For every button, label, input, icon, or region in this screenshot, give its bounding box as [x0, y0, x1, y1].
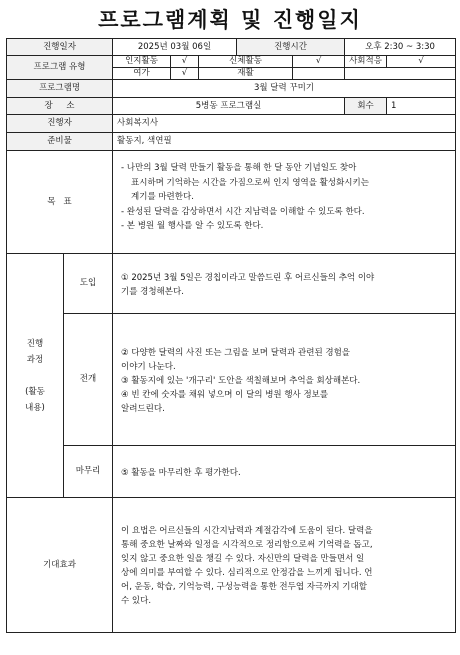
- place-row: [7, 98, 456, 115]
- program-name-value: 3월 달력 꾸미기: [113, 80, 456, 98]
- intro-line: ① 2025년 3월 5일은 경칩이라고 말씀드린 후 어르신들의 추억 이야: [121, 272, 375, 283]
- process-label: [7, 254, 64, 498]
- effect-content: [113, 498, 456, 633]
- process-label-line: 과정: [26, 354, 44, 365]
- document-title: 프로그램계획 및 진행일지: [98, 8, 362, 32]
- supplies-label: 준비물: [7, 133, 113, 151]
- date-row: [7, 39, 456, 56]
- goal-line: 표시하며 기억하는 시간을 가짐으로써 인지 영역을 활성화시키는: [131, 177, 369, 188]
- type-name-cognitive: 인지활동: [113, 56, 171, 68]
- main-label: 전개: [64, 314, 113, 446]
- closing-row: [7, 446, 456, 498]
- supplies-row: [7, 133, 456, 151]
- leader-label: 진행자: [7, 115, 113, 133]
- process-label-line: (활동: [25, 386, 45, 397]
- effect-line: 잊지 않고 중요한 일을 챙길 수 있다. 자신만의 달력을 만들면서 일: [121, 554, 365, 564]
- type-mark-leisure: √: [171, 68, 199, 80]
- leader-row: [7, 115, 456, 133]
- date-label: 진행일자: [7, 39, 113, 56]
- goal-line: - 완성된 달력을 감상하면서 시간 지남력을 이해할 수 있도록 한다.: [121, 206, 365, 217]
- effect-row: [7, 498, 456, 633]
- type-name-rehab: 재활: [199, 68, 293, 80]
- time-value: 오후 2:30 ~ 3:30: [345, 39, 456, 56]
- main-line: 이야기 나눈다.: [121, 361, 176, 372]
- closing-content: [113, 446, 456, 498]
- process-label-line: [11, 368, 59, 384]
- intro-content: [113, 254, 456, 314]
- program-log-table: [6, 38, 456, 633]
- type-name-physical: 신체활동: [199, 56, 293, 68]
- goal-line: - 나만의 3월 달력 만들기 활동을 통해 한 달 동안 기념일도 찾아: [121, 163, 357, 173]
- main-line: 알려드린다.: [121, 403, 165, 414]
- supplies-value: 활동지, 색연필: [113, 133, 456, 151]
- program-name-row: [7, 80, 456, 98]
- type-mark-social: √: [387, 56, 456, 68]
- goal-line: 계기를 마련한다.: [131, 192, 194, 202]
- intro-label: 도입: [64, 254, 113, 314]
- closing-label: 마무리: [64, 446, 113, 498]
- time-label: 진행시간: [237, 39, 345, 56]
- intro-row: [7, 254, 456, 314]
- main-line: ④ 빈 칸에 숫자를 채워 넣으며 이 달의 병원 행사 정보를: [121, 389, 329, 400]
- type-mark-cognitive: √: [171, 56, 199, 68]
- main-row: [7, 314, 456, 446]
- type-empty-cell: [345, 68, 456, 80]
- main-line: ③ 활동지에 있는 '개구리' 도안을 색칠해보며 추억을 회상해본다.: [121, 375, 361, 386]
- effect-label: 기대효과: [7, 498, 113, 633]
- goal-row: [7, 151, 456, 254]
- leader-value: 사회복지사: [113, 115, 456, 133]
- place-label: 장 소: [7, 98, 113, 115]
- goal-line: - 본 병원 월 행사를 알 수 있도록 한다.: [121, 221, 264, 231]
- type-mark-rehab: [293, 68, 345, 80]
- type-name-social: 사회적응: [345, 56, 387, 68]
- count-value: 1: [387, 98, 456, 115]
- program-name-label: 프로그램명: [7, 80, 113, 98]
- type-mark-physical: √: [293, 56, 345, 68]
- process-label-line: 진행: [26, 338, 44, 349]
- main-content: [113, 314, 456, 446]
- count-label: 회수: [345, 98, 387, 115]
- type-label: 프로그램 유형: [7, 56, 113, 80]
- type-row-1: [7, 56, 456, 68]
- date-value: 2025년 03월 06일: [113, 39, 237, 56]
- intro-line: 기를 경청해본다.: [121, 286, 184, 297]
- goal-content: [113, 151, 456, 254]
- type-name-leisure: 여가: [113, 68, 171, 80]
- effect-line: 수 있다.: [121, 596, 152, 606]
- place-value: 5병동 프로그램실: [113, 98, 345, 115]
- effect-line: 이 요법은 어르신들의 시간지남력과 계절감각에 도움이 된다. 달력을: [121, 526, 373, 536]
- effect-line: 상에 의미를 부여할 수 있다. 심리적으로 안정감을 느끼게 됩니다. 언: [121, 568, 373, 578]
- goal-label: 목 표: [7, 151, 113, 254]
- closing-line: ⑤ 활동을 마무리한 후 평가한다.: [121, 467, 241, 478]
- main-line: ② 다양한 달력의 사진 또는 그림을 보며 달력과 관련된 경험을: [121, 347, 351, 358]
- effect-line: 통해 중요한 날짜와 일정을 시각적으로 정리함으로써 기억력을 돕고,: [121, 540, 373, 550]
- process-label-line: 내용): [25, 402, 45, 413]
- effect-line: 어, 운동, 학습, 기억능력, 구성능력을 통한 전두엽 자극까지 기대할: [121, 582, 367, 592]
